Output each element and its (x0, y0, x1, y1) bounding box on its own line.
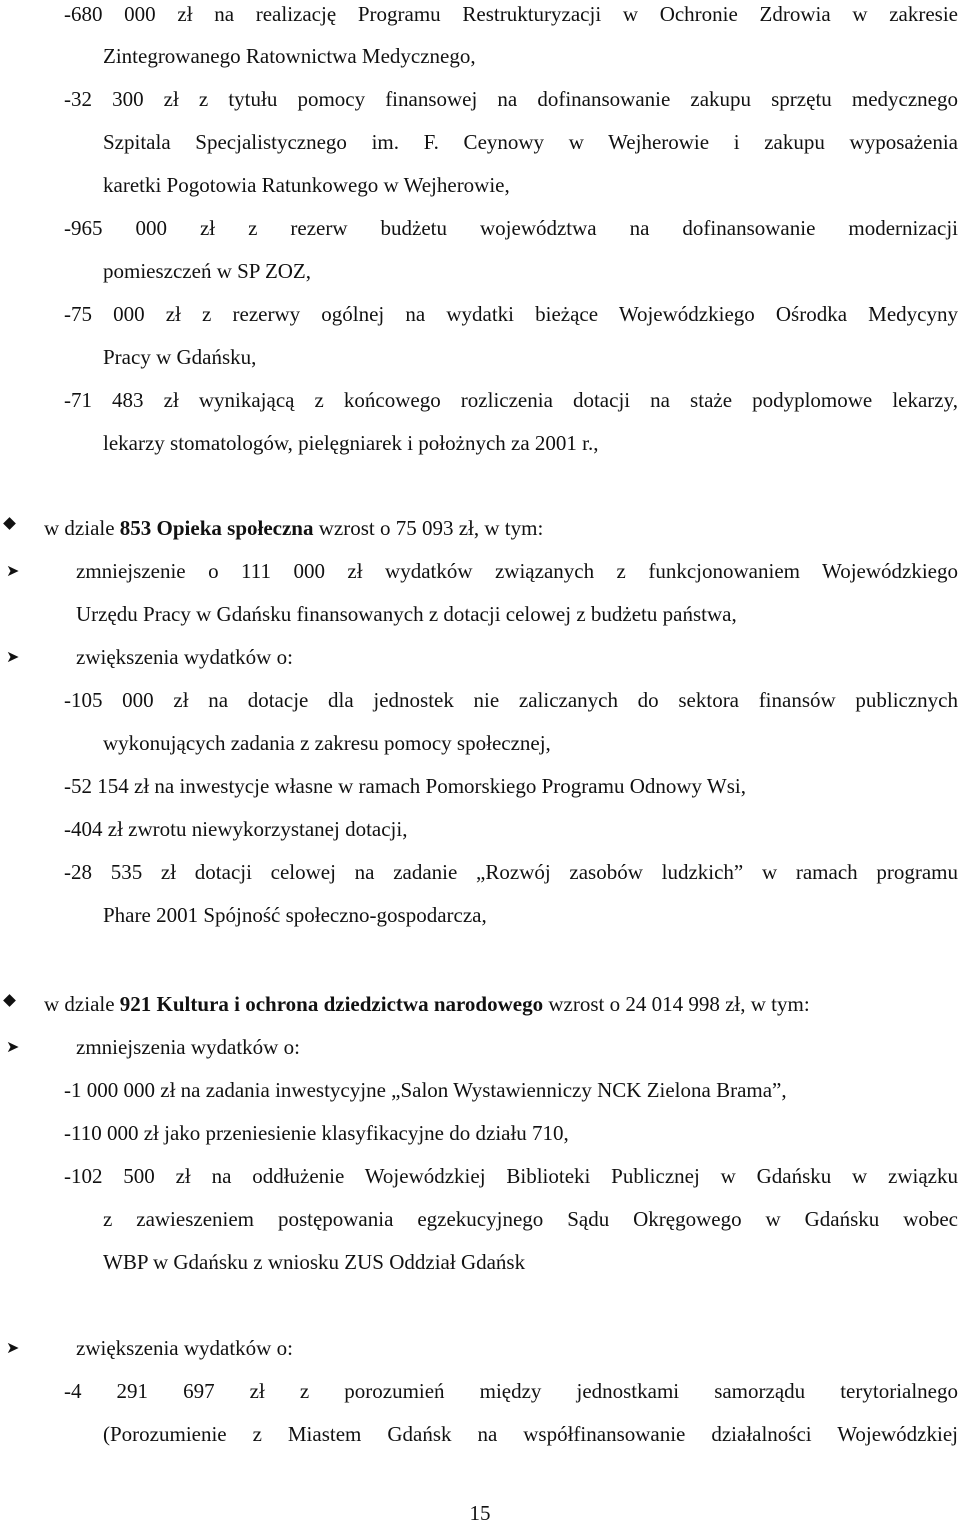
arrow-bullet-icon: ➤ (6, 1039, 20, 1056)
item-line: lekarzy stomatologów, pielęgniarek i położnych za 2001 r., (103, 431, 599, 455)
diamond-bullet-icon (3, 994, 16, 1007)
item-line: -28 535 zł dotacji celowej na zadanie „Rozwój zasobów ludzkich” w ramach programu (64, 860, 958, 884)
item-line: wykonujących zadania z zakresu pomocy społecznej, (103, 731, 551, 755)
arrow-bullet-icon: ➤ (6, 649, 20, 666)
item-line: -102 500 zł na oddłużenie Wojewódzkiej Biblioteki Publicznej w Gdańsku w związku (64, 1164, 958, 1188)
item-line: -52 154 zł na inwestycje własne w ramach Pomorskiego Programu Odnowy Wsi, (64, 774, 746, 798)
arrow-bullet-icon: ➤ (6, 1340, 20, 1357)
sub-heading: zwiększenia wydatków o: (76, 1336, 293, 1360)
item-line: -75 000 zł z rezerwy ogólnej na wydatki bieżące Wojewódzkiego Ośrodka Medycyny (64, 302, 958, 326)
sub-item-line: Urzędu Pracy w Gdańsku finansowanych z dotacji celowej z budżetu państwa, (76, 602, 737, 626)
item-line: -965 000 zł z rezerw budżetu województwa na dofinansowanie modernizacji (64, 216, 958, 240)
sub-item-line: zmniejszenie o 111 000 zł wydatków związanych z funkcjonowaniem Wojewódzkiego (76, 559, 958, 583)
item-line: Zintegrowanego Ratownictwa Medycznego, (103, 44, 476, 68)
arrow-bullet-icon: ➤ (6, 563, 20, 580)
item-line: karetki Pogotowia Ratunkowego w Wejherowie, (103, 173, 510, 197)
item-line: -1 000 000 zł na zadania inwestycyjne „Salon Wystawienniczy NCK Zielona Brama”, (64, 1078, 787, 1102)
item-line: -105 000 zł na dotacje dla jednostek nie zaliczanych do sektora finansów publicznych (64, 688, 958, 712)
section-heading-921: w dziale 921 Kultura i ochrona dziedzictwa narodowego wzrost o 24 014 998 zł, w tym: (44, 992, 810, 1016)
item-line: z zawieszeniem postępowania egzekucyjnego Sądu Okręgowego w Gdańsku wobec (103, 1207, 958, 1231)
item-line: -71 483 zł wynikającą z końcowego rozliczenia dotacji na staże podyplomowe lekarzy, (64, 388, 958, 412)
item-line: -404 zł zwrotu niewykorzystanej dotacji, (64, 817, 408, 841)
item-line: -110 000 zł jako przeniesienie klasyfikacyjne do działu 710, (64, 1121, 569, 1145)
sub-heading: zmniejszenia wydatków o: (76, 1035, 300, 1059)
item-line: Phare 2001 Spójność społeczno-gospodarcza, (103, 903, 487, 927)
item-line: Szpitala Specjalistycznego im. F. Ceynowy w Wejherowie i zakupu wyposażenia (103, 130, 958, 154)
section-heading-853: w dziale 853 Opieka społeczna wzrost o 75 093 zł, w tym: (44, 516, 544, 540)
section-title: 853 Opieka społeczna (119, 516, 314, 540)
item-line: -32 300 zł z tytułu pomocy finansowej na dofinansowanie zakupu sprzętu medycznego (64, 87, 958, 111)
item-line: Pracy w Gdańsku, (103, 345, 257, 369)
sub-heading: zwiększenia wydatków o: (76, 645, 293, 669)
item-line: (Porozumienie z Miastem Gdańsk na współfinansowanie działalności Wojewódzkiej (103, 1422, 958, 1446)
item-line: -680 000 zł na realizację Programu Restrukturyzacji w Ochronie Zdrowia w zakresie (64, 2, 958, 26)
page-number: 15 (469, 1501, 491, 1525)
item-line: pomieszczeń w SP ZOZ, (103, 259, 312, 283)
item-line: WBP w Gdańsku z wniosku ZUS Oddział Gdańsk (103, 1250, 526, 1274)
section-title: 921 Kultura i ochrona dziedzictwa narodowego (119, 992, 544, 1016)
diamond-bullet-icon (3, 517, 16, 530)
item-line: -4 291 697 zł z porozumień między jednostkami samorządu terytorialnego (64, 1379, 958, 1403)
